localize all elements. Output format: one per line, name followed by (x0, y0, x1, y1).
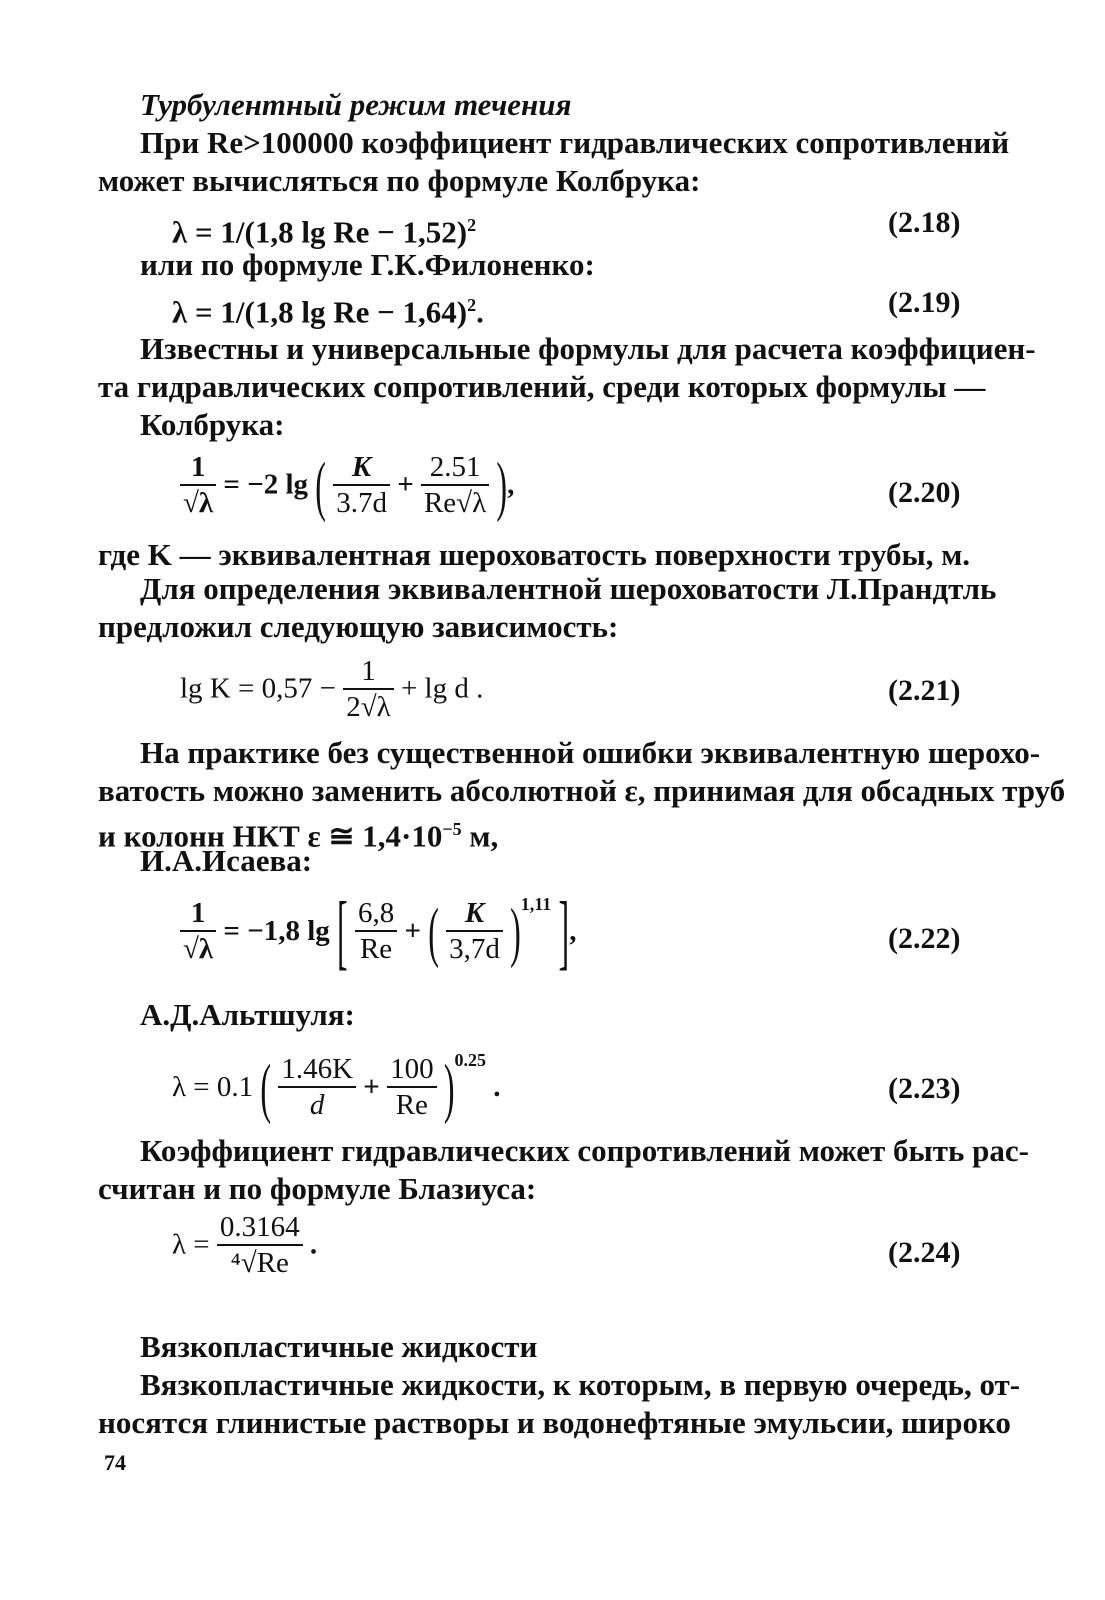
formula-2-22: $\frac{1}{√\lambda}$ = −1,8 lg [ $\frac{6,8}{Re}$ + ( $\frac{K}{3,7d}$ )$^{1,11}$ ], (180, 894, 576, 966)
fraction: $\frac{1}{2√\lambda}$ (343, 654, 393, 724)
page-number: 74 (104, 1450, 126, 1475)
formula-2-20: $\frac{1}{√\lambda}$ = −2 lg ( $\frac{K}{3.7d}$ + $\frac{2.51}{Re√\lambda}$ ), (180, 450, 514, 520)
equation-number: (2.22) (888, 922, 961, 955)
paragraph-line: А.Д.Альтшуля: (140, 997, 355, 1032)
formula-2-18: λ = 1/(1,8 lg Re − 1,52)$^2$ (172, 214, 477, 250)
paragraph-line: Колбрука: (140, 407, 285, 442)
fraction: $\frac{0.3164}{\text{⁴√Re}}$ (217, 1210, 303, 1280)
fraction: $\frac{2.51}{Re√\lambda}$ (421, 450, 489, 520)
paragraph-line: может вычисляться по формуле Колбрука: (98, 163, 701, 198)
paragraph-line: считан и по формуле Блазиуса: (98, 1171, 537, 1206)
paragraph-line: та гидравлических сопротивлений, среди которых формулы — (98, 369, 986, 404)
paragraph-line: и колонн НКТ ε ≅ $1,4\cdot 10^{-5}$ м, (98, 818, 499, 854)
fraction: $\frac{1.46K}{d}$ (278, 1052, 356, 1122)
fraction: $\frac{6,8}{Re}$ (355, 896, 397, 966)
paragraph-line: Коэффициент гидравлических сопротивлений может быть рас- (140, 1133, 1029, 1168)
paragraph-line: ватость можно заменить абсолютной ε, принимая для обсадных труб (98, 773, 1066, 808)
formula-2-19: λ = 1/(1,8 lg Re − 1,64)$^2$. (172, 294, 484, 330)
paragraph-line: Вязкопластичные жидкости, к которым, в первую очередь, от- (140, 1367, 1021, 1402)
equation-number: (2.24) (888, 1236, 961, 1269)
fraction: $\frac{100}{Re}$ (387, 1052, 437, 1122)
paragraph-line: носятся глинистые растворы и водонефтяные эмульсии, широко (98, 1405, 1011, 1440)
paragraph-line: Для определения эквивалентной шероховатости Л.Прандтль (140, 571, 997, 606)
equation-number: (2.18) (888, 206, 961, 239)
paragraph-line: При Re>100000 коэффициент гидравлических сопротивлений (140, 125, 1010, 160)
paragraph-line: где K — эквивалентная шероховатость поверхности трубы, м. (98, 537, 971, 572)
section-heading-viscoplastic: Вязкопластичные жидкости (140, 1329, 538, 1364)
section-heading-turbulent: Турбулентный режим течения (140, 87, 572, 122)
paragraph-line: или по формуле Г.К.Филоненко: (140, 247, 595, 282)
fraction: $\frac{K}{3,7d}$ (446, 896, 503, 966)
paragraph-line: И.А.Исаева: (140, 843, 313, 878)
paragraph-line: Известны и универсальные формулы для расчета коэффициен- (140, 331, 1036, 366)
equation-number: (2.20) (888, 476, 961, 509)
paragraph-line: На практике без существенной ошибки эквивалентную шерохо- (140, 735, 1041, 770)
formula-2-23: λ = 0.1 ( $\frac{1.46K}{d}$ + $\frac{100}{Re}$ )$^{0.25}$ . (172, 1049, 501, 1126)
formula-2-21: lg K = 0,57 − $\frac{1}{2√\lambda}$ + lg d . (180, 655, 484, 723)
paragraph-line: предложил следующую зависимость: (98, 609, 619, 644)
formula-2-24: λ = $\frac{0.3164}{\text{⁴√Re}}$ . (172, 1211, 318, 1279)
fraction: $\frac{K}{3.7d}$ (333, 450, 390, 520)
fraction: $\frac{1}{√\lambda}$ (180, 896, 216, 966)
equation-number: (2.21) (888, 674, 961, 707)
equation-number: (2.19) (888, 286, 961, 319)
equation-number: (2.23) (888, 1072, 961, 1105)
fraction: $\frac{1}{√\lambda}$ (180, 450, 216, 520)
